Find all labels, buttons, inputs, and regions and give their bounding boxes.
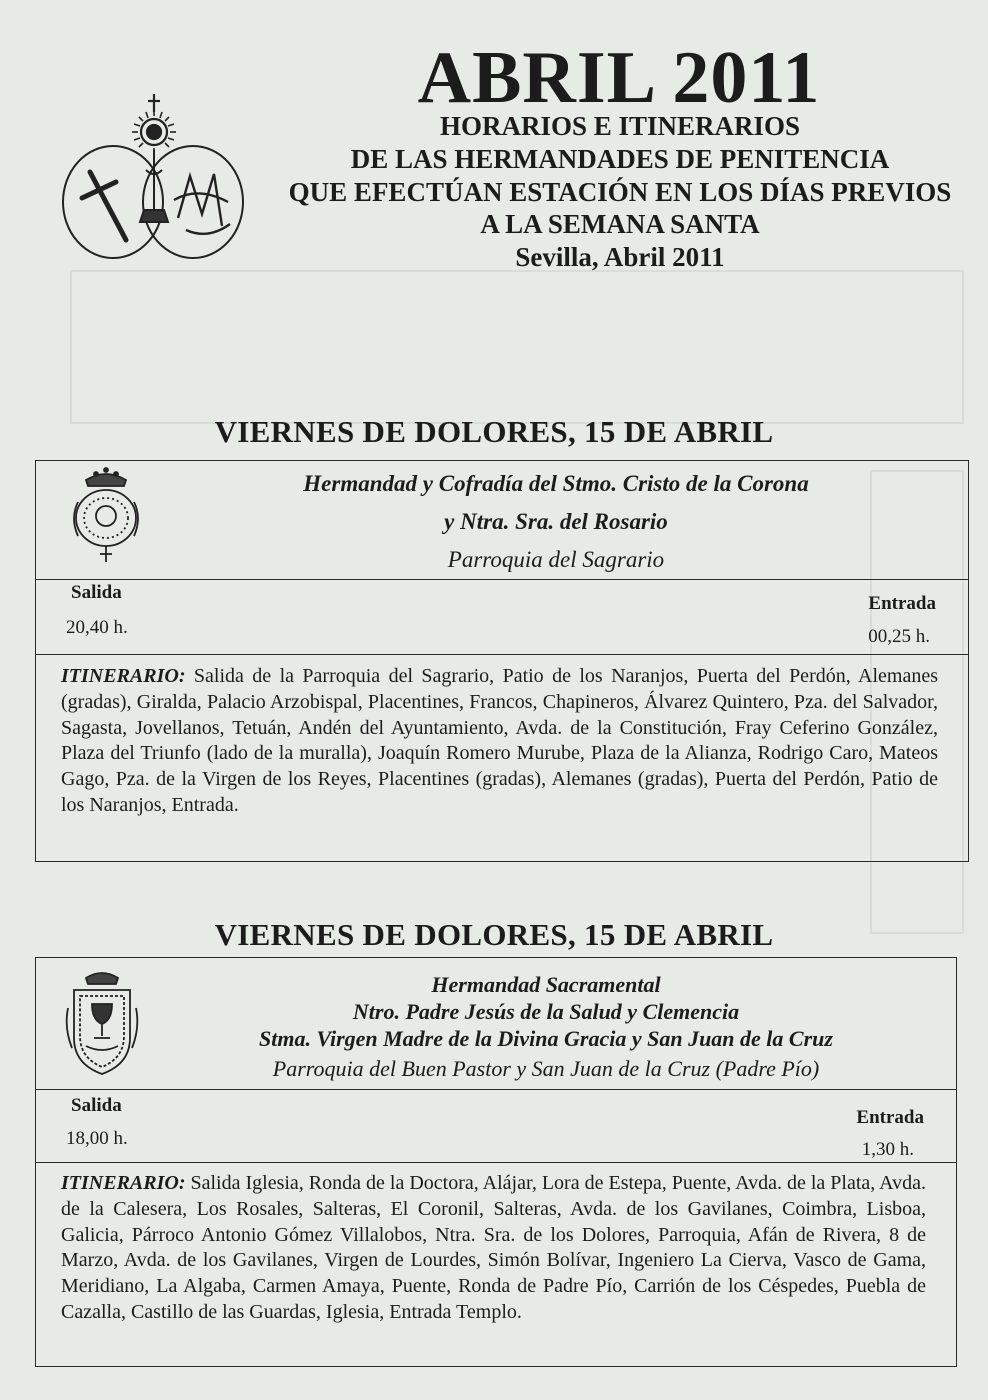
brotherhood-name-line: Hermandad Sacramental (431, 972, 661, 997)
subtitle-line: HORARIOS E ITINERARIOS (439, 111, 801, 141)
salida-time: 18,00 h. (66, 1128, 128, 1149)
day-heading: VIERNES DE DOLORES, 15 DE ABRIL (214, 917, 774, 952)
entrada-time: 1,30 h. (861, 1139, 914, 1160)
place-date: Sevilla, Abril 2011 (515, 242, 725, 272)
day-heading: VIERNES DE DOLORES, 15 DE ABRIL (214, 414, 774, 449)
subtitle-line: DE LAS HERMANDADES DE PENITENCIA (350, 144, 890, 174)
entrada-label: Entrada (856, 1107, 924, 1128)
itinerary (61, 1171, 926, 1326)
monstrance-cross-emblem-icon (58, 90, 248, 265)
procession-card (35, 957, 957, 1367)
parish-name: Parroquia del Buen Pastor y San Juan de la Cruz (Padre Pío) (272, 1056, 820, 1081)
salida-label: Salida (71, 1095, 122, 1116)
itinerary (61, 664, 938, 819)
divider (36, 579, 968, 580)
brotherhood-name-line: y Ntra. Sra. del Rosario (444, 509, 668, 534)
itinerary-label: ITINERARIO: (61, 1172, 186, 1194)
crown-rosary-crest-icon (66, 466, 146, 566)
entrada-label: Entrada (868, 593, 936, 614)
sacramental-chalice-crest-icon (64, 968, 140, 1078)
bleed-through-frame (70, 270, 964, 424)
brotherhood-name-line: Hermandad y Cofradía del Stmo. Cristo de la Corona (303, 471, 809, 496)
itinerary-label: ITINERARIO: (61, 665, 186, 687)
brotherhood-name-line: Ntro. Padre Jesús de la Salud y Clemencia (352, 999, 740, 1024)
brotherhood-name-line: Stma. Virgen Madre de la Divina Gracia y San Juan de la Cruz (259, 1026, 833, 1051)
itinerary-text: Salida de la Parroquia del Sagrario, Patio de los Naranjos, Puerta del Perdón, Alemanes (gradas), Giralda, Palacio Arzobispal, Placentines, Francos, Chapineros, Álvarez Quintero, Pza. del Salvador, Sagasta, Jovellanos, Tetuán, Andén del Ayuntamiento, Avda. de la Constitución, Fray Ceferino González, Plaza del Triunfo (lado de la muralla), Joaquín Romero Murube, Plaza de la Alianza, Rodrigo Caro, Mateos Gago, Pza. de la Virgen de los Reyes, Placentines (gradas), Alemanes (gradas), Puerta del Perdón, Patio de los Naranjos, Entrada. (61, 665, 938, 816)
salida-label: Salida (71, 582, 122, 603)
divider (36, 1162, 956, 1163)
itinerary-text: Salida Iglesia, Ronda de la Doctora, Alájar, Lora de Estepa, Puente, Avda. de la Plata, Avda. de la Calesera, Los Rosales, Salteras, El Coronil, Salteras, Avda. de los Gavilanes, Coimbra, Lisboa, Galicia, Párroco Antonio Gómez Villalobos, Ntra. Sra. de los Dolores, Parroquia, Afán de Rivera, 8 de Marzo, Avda. de los Gavilanes, Virgen de Lourdes, Simón Bolívar, Ingeniero La Cierva, Vasco de Gama, Meridiano, La Algaba, Carmen Amaya, Puente, Ronda de Padre Pío, Carrión de los Céspedes, Puebla de Cazalla, Castillo de las Guardas, Iglesia, Entrada Templo. (61, 1172, 927, 1323)
divider (36, 1089, 956, 1090)
salida-time: 20,40 h. (66, 617, 128, 638)
procession-card (35, 460, 969, 862)
entrada-time: 00,25 h. (868, 626, 930, 647)
subtitle-line: A LA SEMANA SANTA (480, 209, 760, 239)
parish-name: Parroquia del Sagrario (447, 547, 665, 572)
page-title: ABRIL 2011 (417, 37, 821, 119)
subtitle-line: QUE EFECTÚAN ESTACIÓN EN LOS DÍAS PREVIOS (288, 177, 952, 207)
divider (36, 654, 968, 655)
